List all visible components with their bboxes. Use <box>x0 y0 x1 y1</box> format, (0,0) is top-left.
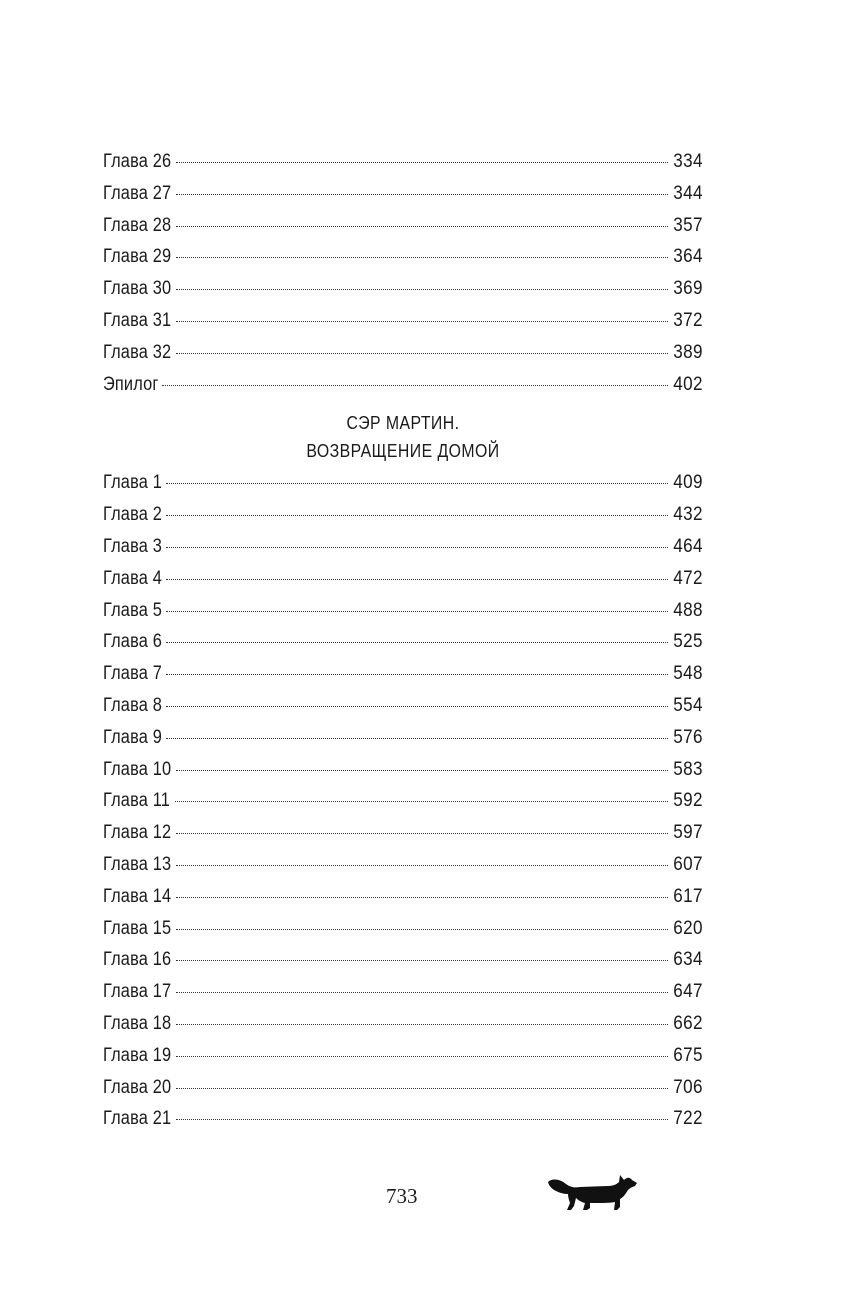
toc-entry-label: Глава 26 <box>103 151 172 172</box>
toc-entry-label: Глава 32 <box>103 341 172 363</box>
toc-entry-page: 647 <box>673 981 703 1003</box>
toc-entry-page: 620 <box>673 917 703 939</box>
dot-leader <box>175 800 668 802</box>
toc-entry <box>103 881 703 913</box>
toc-entry <box>103 467 703 499</box>
toc-entry-label: Эпилог <box>103 373 159 395</box>
toc-entry-page: 488 <box>673 599 703 621</box>
toc-entry <box>103 1072 703 1104</box>
toc-entry <box>103 817 703 849</box>
toc-entry-page: 548 <box>673 663 703 685</box>
dot-leader <box>166 737 669 739</box>
toc-entry-label: Глава 17 <box>103 981 172 1003</box>
toc-part-2 <box>103 467 703 1135</box>
toc-entry-label: Глава 18 <box>103 1012 172 1034</box>
dot-leader <box>176 1055 668 1057</box>
toc-entry <box>103 178 703 210</box>
toc-entry-page: 662 <box>673 1012 703 1034</box>
toc-entry-label: Глава 20 <box>103 1076 172 1098</box>
toc-entry-label: Глава 29 <box>103 246 172 268</box>
toc-entry-page: 357 <box>673 214 703 236</box>
toc-entry-label: Глава 1 <box>103 472 162 494</box>
toc-entry-page: 675 <box>673 1044 703 1066</box>
dot-leader <box>166 546 669 548</box>
toc-entry <box>103 241 703 273</box>
dot-leader <box>166 514 669 516</box>
dot-leader <box>176 193 668 195</box>
table-of-contents <box>103 146 703 1135</box>
toc-entry-page: 409 <box>673 472 703 494</box>
toc-entry <box>103 595 703 627</box>
toc-entry <box>103 626 703 658</box>
toc-entry-page: 706 <box>673 1076 703 1098</box>
toc-entry-label: Глава 9 <box>103 726 162 748</box>
toc-entry-page: 554 <box>673 694 703 716</box>
toc-entry-label: Глава 4 <box>103 567 162 589</box>
toc-entry <box>103 785 703 817</box>
toc-entry <box>103 1008 703 1040</box>
toc-entry-label: Глава 27 <box>103 182 172 204</box>
dot-leader <box>176 959 668 961</box>
toc-entry-label: Глава 6 <box>103 631 162 653</box>
toc-entry-page: 432 <box>673 504 703 526</box>
toc-entry-label: Глава 10 <box>103 758 172 780</box>
dot-leader <box>166 673 669 675</box>
toc-entry <box>103 690 703 722</box>
toc-entry-label: Глава 15 <box>103 917 172 939</box>
toc-entry-page: 592 <box>673 790 703 812</box>
toc-entry <box>103 849 703 881</box>
toc-entry <box>103 1040 703 1072</box>
toc-entry-label: Глава 30 <box>103 278 172 300</box>
dot-leader <box>166 578 669 580</box>
toc-entry-page: 334 <box>673 151 703 172</box>
toc-entry-label: Глава 14 <box>103 885 172 907</box>
toc-entry-page: 617 <box>673 885 703 907</box>
section-title <box>139 409 667 465</box>
dot-leader <box>166 610 669 612</box>
toc-entry <box>103 337 703 369</box>
toc-entry-page: 472 <box>673 567 703 589</box>
toc-entry <box>103 305 703 337</box>
toc-entry-page: 389 <box>673 341 703 363</box>
toc-entry-page: 369 <box>673 278 703 300</box>
toc-entry <box>103 754 703 786</box>
toc-entry-label: Глава 19 <box>103 1044 172 1066</box>
section-title-line-2: ВОЗВРАЩЕНИЕ ДОМОЙ <box>306 441 500 462</box>
toc-entry-page: 372 <box>673 309 703 331</box>
dot-leader <box>176 991 668 993</box>
toc-entry <box>103 273 703 305</box>
toc-entry-label: Глава 13 <box>103 853 172 875</box>
page-number: 733 <box>386 1184 418 1208</box>
dot-leader <box>176 1118 668 1120</box>
toc-entry-label: Глава 8 <box>103 694 162 716</box>
toc-part-1 <box>103 146 703 400</box>
dot-leader <box>166 705 669 707</box>
dot-leader <box>176 288 668 290</box>
toc-entry <box>103 499 703 531</box>
dot-leader <box>176 896 668 898</box>
dot-leader <box>176 832 668 834</box>
toc-entry-label: Глава 21 <box>103 1108 172 1130</box>
toc-entry-label: Глава 31 <box>103 309 172 331</box>
dot-leader <box>162 384 669 386</box>
toc-entry <box>103 722 703 754</box>
toc-entry-label: Глава 16 <box>103 949 172 971</box>
toc-entry-page: 344 <box>673 182 703 204</box>
dot-leader <box>176 1087 668 1089</box>
toc-entry <box>103 944 703 976</box>
toc-entry-label: Глава 2 <box>103 504 162 526</box>
dot-leader <box>176 320 668 322</box>
toc-entry-page: 576 <box>673 726 703 748</box>
toc-entry <box>103 913 703 945</box>
toc-entry <box>103 146 703 178</box>
dot-leader <box>176 769 668 771</box>
section-title-line-1: СЭР МАРТИН. <box>346 413 460 434</box>
toc-entry <box>103 369 703 401</box>
toc-entry-page: 464 <box>673 535 703 557</box>
toc-entry-page: 525 <box>673 631 703 653</box>
toc-entry-page: 722 <box>673 1108 703 1130</box>
dog-silhouette-icon <box>546 1172 638 1216</box>
toc-entry-label: Глава 5 <box>103 599 162 621</box>
toc-entry-label: Глава 28 <box>103 214 172 236</box>
toc-entry-page: 634 <box>673 949 703 971</box>
dot-leader <box>176 864 668 866</box>
dot-leader <box>176 256 668 258</box>
toc-entry-page: 597 <box>673 822 703 844</box>
dot-leader <box>176 161 668 163</box>
toc-entry-page: 583 <box>673 758 703 780</box>
toc-entry-label: Глава 3 <box>103 535 162 557</box>
toc-entry <box>103 531 703 563</box>
dot-leader <box>176 352 668 354</box>
toc-entry <box>103 210 703 242</box>
dot-leader <box>166 641 669 643</box>
toc-entry <box>103 563 703 595</box>
toc-entry <box>103 658 703 690</box>
toc-entry <box>103 976 703 1008</box>
page-footer <box>0 1180 845 1220</box>
toc-entry-page: 607 <box>673 853 703 875</box>
dot-leader <box>176 1023 668 1025</box>
dot-leader <box>166 482 669 484</box>
toc-entry-page: 364 <box>673 246 703 268</box>
toc-entry-page: 402 <box>673 373 703 395</box>
toc-entry-label: Глава 12 <box>103 822 172 844</box>
dot-leader <box>176 928 668 930</box>
toc-entry-label: Глава 11 <box>103 790 171 812</box>
dot-leader <box>176 225 668 227</box>
toc-entry <box>103 1103 703 1135</box>
toc-entry-label: Глава 7 <box>103 663 162 685</box>
